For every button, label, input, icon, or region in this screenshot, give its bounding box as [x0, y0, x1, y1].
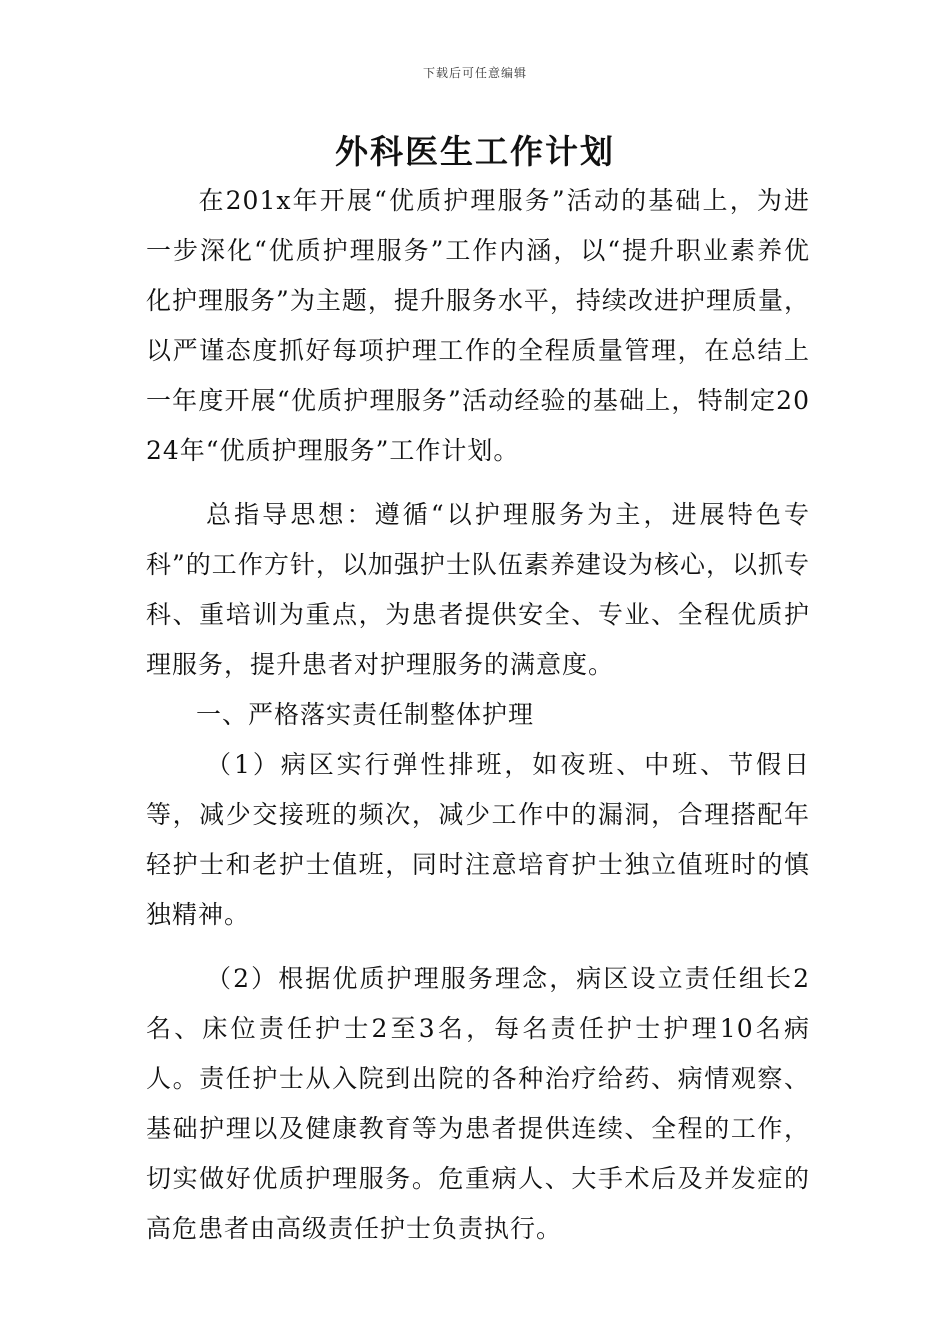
document-body: [146, 176, 810, 1254]
paragraph-intro: 在201x年开展“优质护理服务”活动的基础上，为进一步深化“优质护理服务”工作内涵，以“提升职业素养优化护理服务”为主题，提升服务水平，持续改进护理质量，以严谨态度抓好每项护理工作的全程质量管理，在总结上一年度开展“优质护理服务”活动经验的基础上，特制定2024年“优质护理服务”工作计划。: [146, 186, 810, 465]
section-heading-1: 一、严格落实责任制整体护理: [196, 700, 535, 729]
header-note: 下载后可任意编辑: [422, 66, 527, 80]
paragraph-item-2: （2）根据优质护理服务理念，病区设立责任组长2名、床位责任护士2至3名，每名责任护士护理10名病人。责任护士从入院到出院的各种治疗给药、病情观察、基础护理以及健康教育等为患者提供连续、全程的工作，切实做好优质护理服务。危重病人、大手术后及并发症的高危患者由高级责任护士负责执行。: [146, 964, 810, 1243]
paragraph-guiding-principle: 总指导思想：遵循“以护理服务为主，进展特色专科”的工作方针，以加强护士队伍素养建设为核心，以抓专科、重培训为重点，为患者提供安全、专业、全程优质护理服务，提升患者对护理服务的满意度。: [146, 500, 810, 679]
document-title: 外科医生工作计划: [335, 132, 615, 171]
paragraph-item-1: （1）病区实行弹性排班，如夜班、中班、节假日等，减少交接班的频次，减少工作中的漏洞，合理搭配年轻护士和老护士值班，同时注意培育护士独立值班时的慎独精神。: [146, 750, 810, 929]
